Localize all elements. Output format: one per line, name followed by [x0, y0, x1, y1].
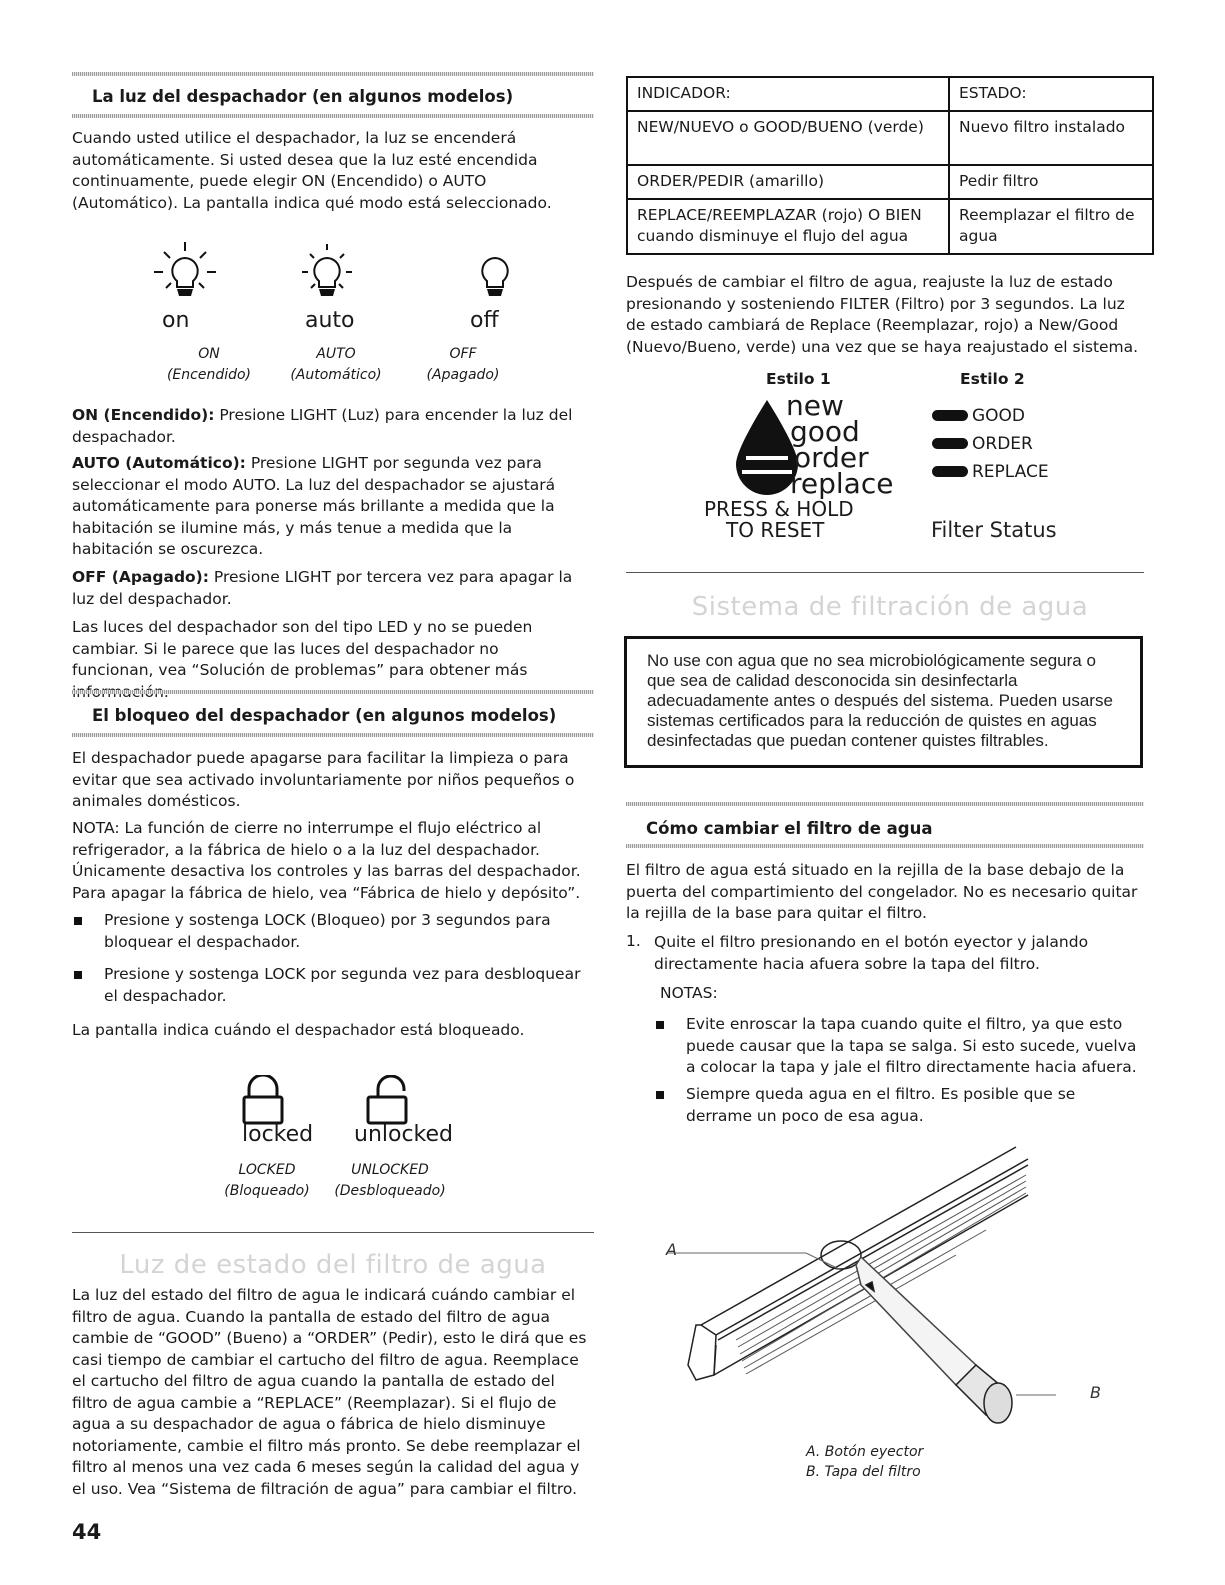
- icon-label-auto: auto: [305, 308, 355, 333]
- off-text: Presione LIGHT por tercera vez para apagar la luz del despachador.: [72, 568, 573, 608]
- divider: [626, 802, 1144, 806]
- bullet-square-icon: [74, 971, 82, 979]
- light-section-heading: La luz del despachador (en algunos modelos): [92, 87, 514, 106]
- divider: [626, 844, 1144, 848]
- table-cell: Nuevo filtro instalado: [949, 111, 1153, 165]
- step-number: 1.: [626, 932, 641, 950]
- bulb-off-icon: [470, 240, 520, 310]
- notes-label: NOTAS:: [660, 984, 718, 1002]
- warning-text: No use con agua que no sea microbiológicamente segura o que sea de calidad desconocida sin desinfectarla adecuadamente antes o después del sistema. Pueden usarse sistemas certificados para la reducción de quistes en aguas desinfectadas que puedan contener quistes filtrables.: [647, 651, 1113, 750]
- caption-auto: [276, 344, 396, 386]
- lock-display-text: La pantalla indica cuándo el despachador está bloqueado.: [72, 1021, 525, 1039]
- status-led-icon: [932, 466, 968, 477]
- divider: [72, 690, 594, 694]
- divider: [72, 114, 594, 118]
- note-bullet: [654, 1014, 1144, 1079]
- divider: [72, 72, 594, 76]
- divider: [626, 572, 1144, 573]
- lock-bullet-text: Presione y sostenga LOCK (Bloqueo) por 3 segundos para bloquear el despachador.: [104, 911, 551, 951]
- unlock-bullet: [72, 964, 582, 1007]
- warning-box: [624, 636, 1143, 768]
- style1-word: replace: [790, 467, 894, 500]
- table-row: [627, 165, 1153, 199]
- status-label: GOOD: [972, 406, 1026, 426]
- lock-intro: El despachador puede apagarse para facilitar la limpieza o para evitar que sea activado involuntariamente por niños pequeños o animales domésticos.: [72, 749, 575, 810]
- note-text: Siempre queda agua en el filtro. Es posible que se derrame un poco de esa agua.: [686, 1085, 1076, 1125]
- divider: [72, 733, 594, 737]
- lock-open-icon: [362, 1075, 418, 1125]
- caption-off-en: OFF: [449, 346, 477, 362]
- page-number: 44: [72, 1520, 102, 1544]
- caption-off: [408, 344, 518, 386]
- lock-closed-icon: [240, 1075, 286, 1125]
- caption-on-es: (Encendido): [166, 367, 252, 383]
- table-header-cell: ESTADO:: [949, 77, 1153, 111]
- style1-word: new: [786, 389, 844, 422]
- change-intro: El filtro de agua está situado en la rejilla de la base debajo de la puerta del compartimiento del congelador. No es necesario quitar la rejilla de la base para quitar el filtro.: [626, 861, 1138, 922]
- table-row: [627, 199, 1153, 254]
- caption-on: [154, 344, 264, 386]
- led-text: Las luces del despachador son del tipo LED y no se pueden cambiar. Si le parece que las luces del despachador no funcionan, vea “Solución de problemas” para obtener más: [72, 618, 533, 679]
- caption-unlocked-en: UNLOCKED: [351, 1162, 429, 1178]
- caption-auto-es: (Automático): [290, 367, 382, 383]
- off-description: [72, 567, 577, 610]
- auto-description: [72, 453, 577, 561]
- icon-label-locked: locked: [242, 1122, 314, 1147]
- figure-label-b: B: [1090, 1383, 1101, 1402]
- lock-note: NOTA: La función de cierre no interrumpe el flujo eléctrico al refrigerador, a la fábrica de hielo o a la luz del despachador. Únicamente desactiva los controles y las barras del despachador. Para apagar la fábrica de hielo, vea “Fábrica de hielo y depósito”.: [72, 819, 581, 902]
- on-term: ON (Encendido):: [72, 406, 215, 424]
- caption-locked-en: LOCKED: [238, 1162, 296, 1178]
- icon-label-off: off: [470, 308, 499, 333]
- bullet-square-icon: [74, 917, 82, 925]
- caption-off-es: (Apagado): [426, 367, 500, 383]
- table-cell: REPLACE/REEMPLAZAR (rojo) O BIEN cuando disminuye el flujo del agua: [627, 199, 949, 254]
- on-text: Presione LIGHT (Luz) para encender la luz del despachador.: [72, 406, 573, 446]
- lock-section-heading: El bloqueo del despachador (en algunos modelos): [92, 706, 557, 725]
- lock-bullet: [72, 910, 582, 953]
- status-label: ORDER: [972, 434, 1033, 454]
- figure-caption-b: B. Tapa del filtro: [806, 1464, 921, 1480]
- auto-term: AUTO (Automático):: [72, 454, 246, 472]
- style1-word: good: [790, 415, 860, 448]
- table-header-row: [627, 77, 1153, 111]
- status-label: REPLACE: [972, 462, 1049, 482]
- status-led-icon: [932, 438, 968, 449]
- bulb-on-icon: [150, 240, 220, 310]
- figure-label-a: A: [666, 1240, 677, 1259]
- figure-caption: [806, 1442, 986, 1482]
- caption-on-en: ON: [198, 346, 220, 362]
- indicator-table: [626, 76, 1154, 255]
- auto-text: Presione LIGHT por segunda vez para seleccionar el modo AUTO. La luz del despachador se ajustará automáticamente para ponerse más brillante a medida que la habitación se ilumine más, y más tenue a medida que la habitación se oscurezca.: [72, 454, 556, 558]
- note-bullet: [654, 1084, 1144, 1127]
- caption-unlocked-es: (Desbloqueado): [334, 1183, 446, 1199]
- icon-label-on: on: [162, 308, 190, 333]
- caption-locked-es: (Bloqueado): [224, 1183, 310, 1199]
- step-text: Quite el filtro presionando en el botón eyector y jalando directamente hacia afuera sobre la tapa del filtro.: [654, 933, 1089, 973]
- style2-label: Estilo 2: [960, 370, 1025, 388]
- system-title: Sistema de filtración de agua: [691, 592, 1089, 622]
- table-row: [627, 111, 1153, 165]
- figure-caption-a: A. Botón eyector: [806, 1444, 924, 1460]
- to-reset-label: TO RESET: [726, 518, 825, 542]
- filter-light-text: La luz del estado del filtro de agua le indicará cuándo cambiar el filtro de agua. Cuando la pantalla de estado del filtro de agua cambie de “GOOD” (Bueno) a “ORDER” (Pedir), esto le dirá que es casi tiempo de cambiar el cartucho del filtro de agua. Reemplace el cartucho del filtro de agua cuando la pantalla de estado del filtro de agua cambie a “REPLACE” (Reemplazar). Si el flujo de agua a su despachador de agua o fábrica de hielo disminuye notoriamente, cambie el filtro más pronto. Se debe reemplazar el filtro al menos una vez cada 6 meses según la calidad del agua y el uso. Vea “Sistema de filtración de agua” para cambiar el filtro.: [72, 1286, 587, 1498]
- filter-removal-illustration: [656, 1135, 1136, 1435]
- on-description: [72, 405, 577, 448]
- unlock-bullet-text: Presione y sostenga LOCK por segunda vez para desbloquear el despachador.: [104, 965, 581, 1005]
- table-cell: Pedir filtro: [949, 165, 1153, 199]
- status-led-icon: [932, 410, 968, 421]
- style1-label: Estilo 1: [766, 370, 831, 388]
- bulb-auto-icon: [292, 240, 362, 310]
- light-intro: Cuando usted utilice el despachador, la luz se encenderá automáticamente. Si usted desea que la luz esté encendida continuamente, puede elegir ON (Encendido) o AUTO (Automático). La pantalla indica qué modo está seleccionado.: [72, 129, 552, 212]
- change-filter-heading: Cómo cambiar el filtro de agua: [646, 819, 933, 838]
- table-header-cell: INDICADOR:: [627, 77, 949, 111]
- off-term: OFF (Apagado):: [72, 568, 209, 586]
- caption-locked: [212, 1160, 322, 1202]
- icon-label-unlocked: unlocked: [354, 1122, 454, 1147]
- table-cell: Reemplazar el filtro de agua: [949, 199, 1153, 254]
- filter-light-title: Luz de estado del filtro de agua: [119, 1250, 547, 1280]
- reset-text: Después de cambiar el filtro de agua, reajuste la luz de estado presionando y sosteniendo FILTER (Filtro) por 3 segundos. La luz de estado cambiará de Replace (Reemplazar, rojo) a New/Good (Nuevo/Bueno, verde) una vez que se haya reajustado el sistema.: [626, 273, 1139, 356]
- bullet-square-icon: [656, 1021, 664, 1029]
- style1-word: order: [794, 441, 869, 474]
- press-hold-label: PRESS & HOLD: [704, 497, 854, 521]
- table-cell: NEW/NUEVO o GOOD/BUENO (verde): [627, 111, 949, 165]
- note-text: Evite enroscar la tapa cuando quite el filtro, ya que esto puede causar que la tapa se salga. Si esto sucede, vuelva a colocar la tapa y jale el filtro directamente hacia afuera.: [686, 1015, 1137, 1076]
- divider: [72, 1232, 594, 1233]
- caption-unlocked: [320, 1160, 460, 1202]
- caption-auto-en: AUTO: [316, 346, 356, 362]
- bullet-square-icon: [656, 1091, 664, 1099]
- filter-status-caption: Filter Status: [931, 518, 1057, 542]
- table-cell: ORDER/PEDIR (amarillo): [627, 165, 949, 199]
